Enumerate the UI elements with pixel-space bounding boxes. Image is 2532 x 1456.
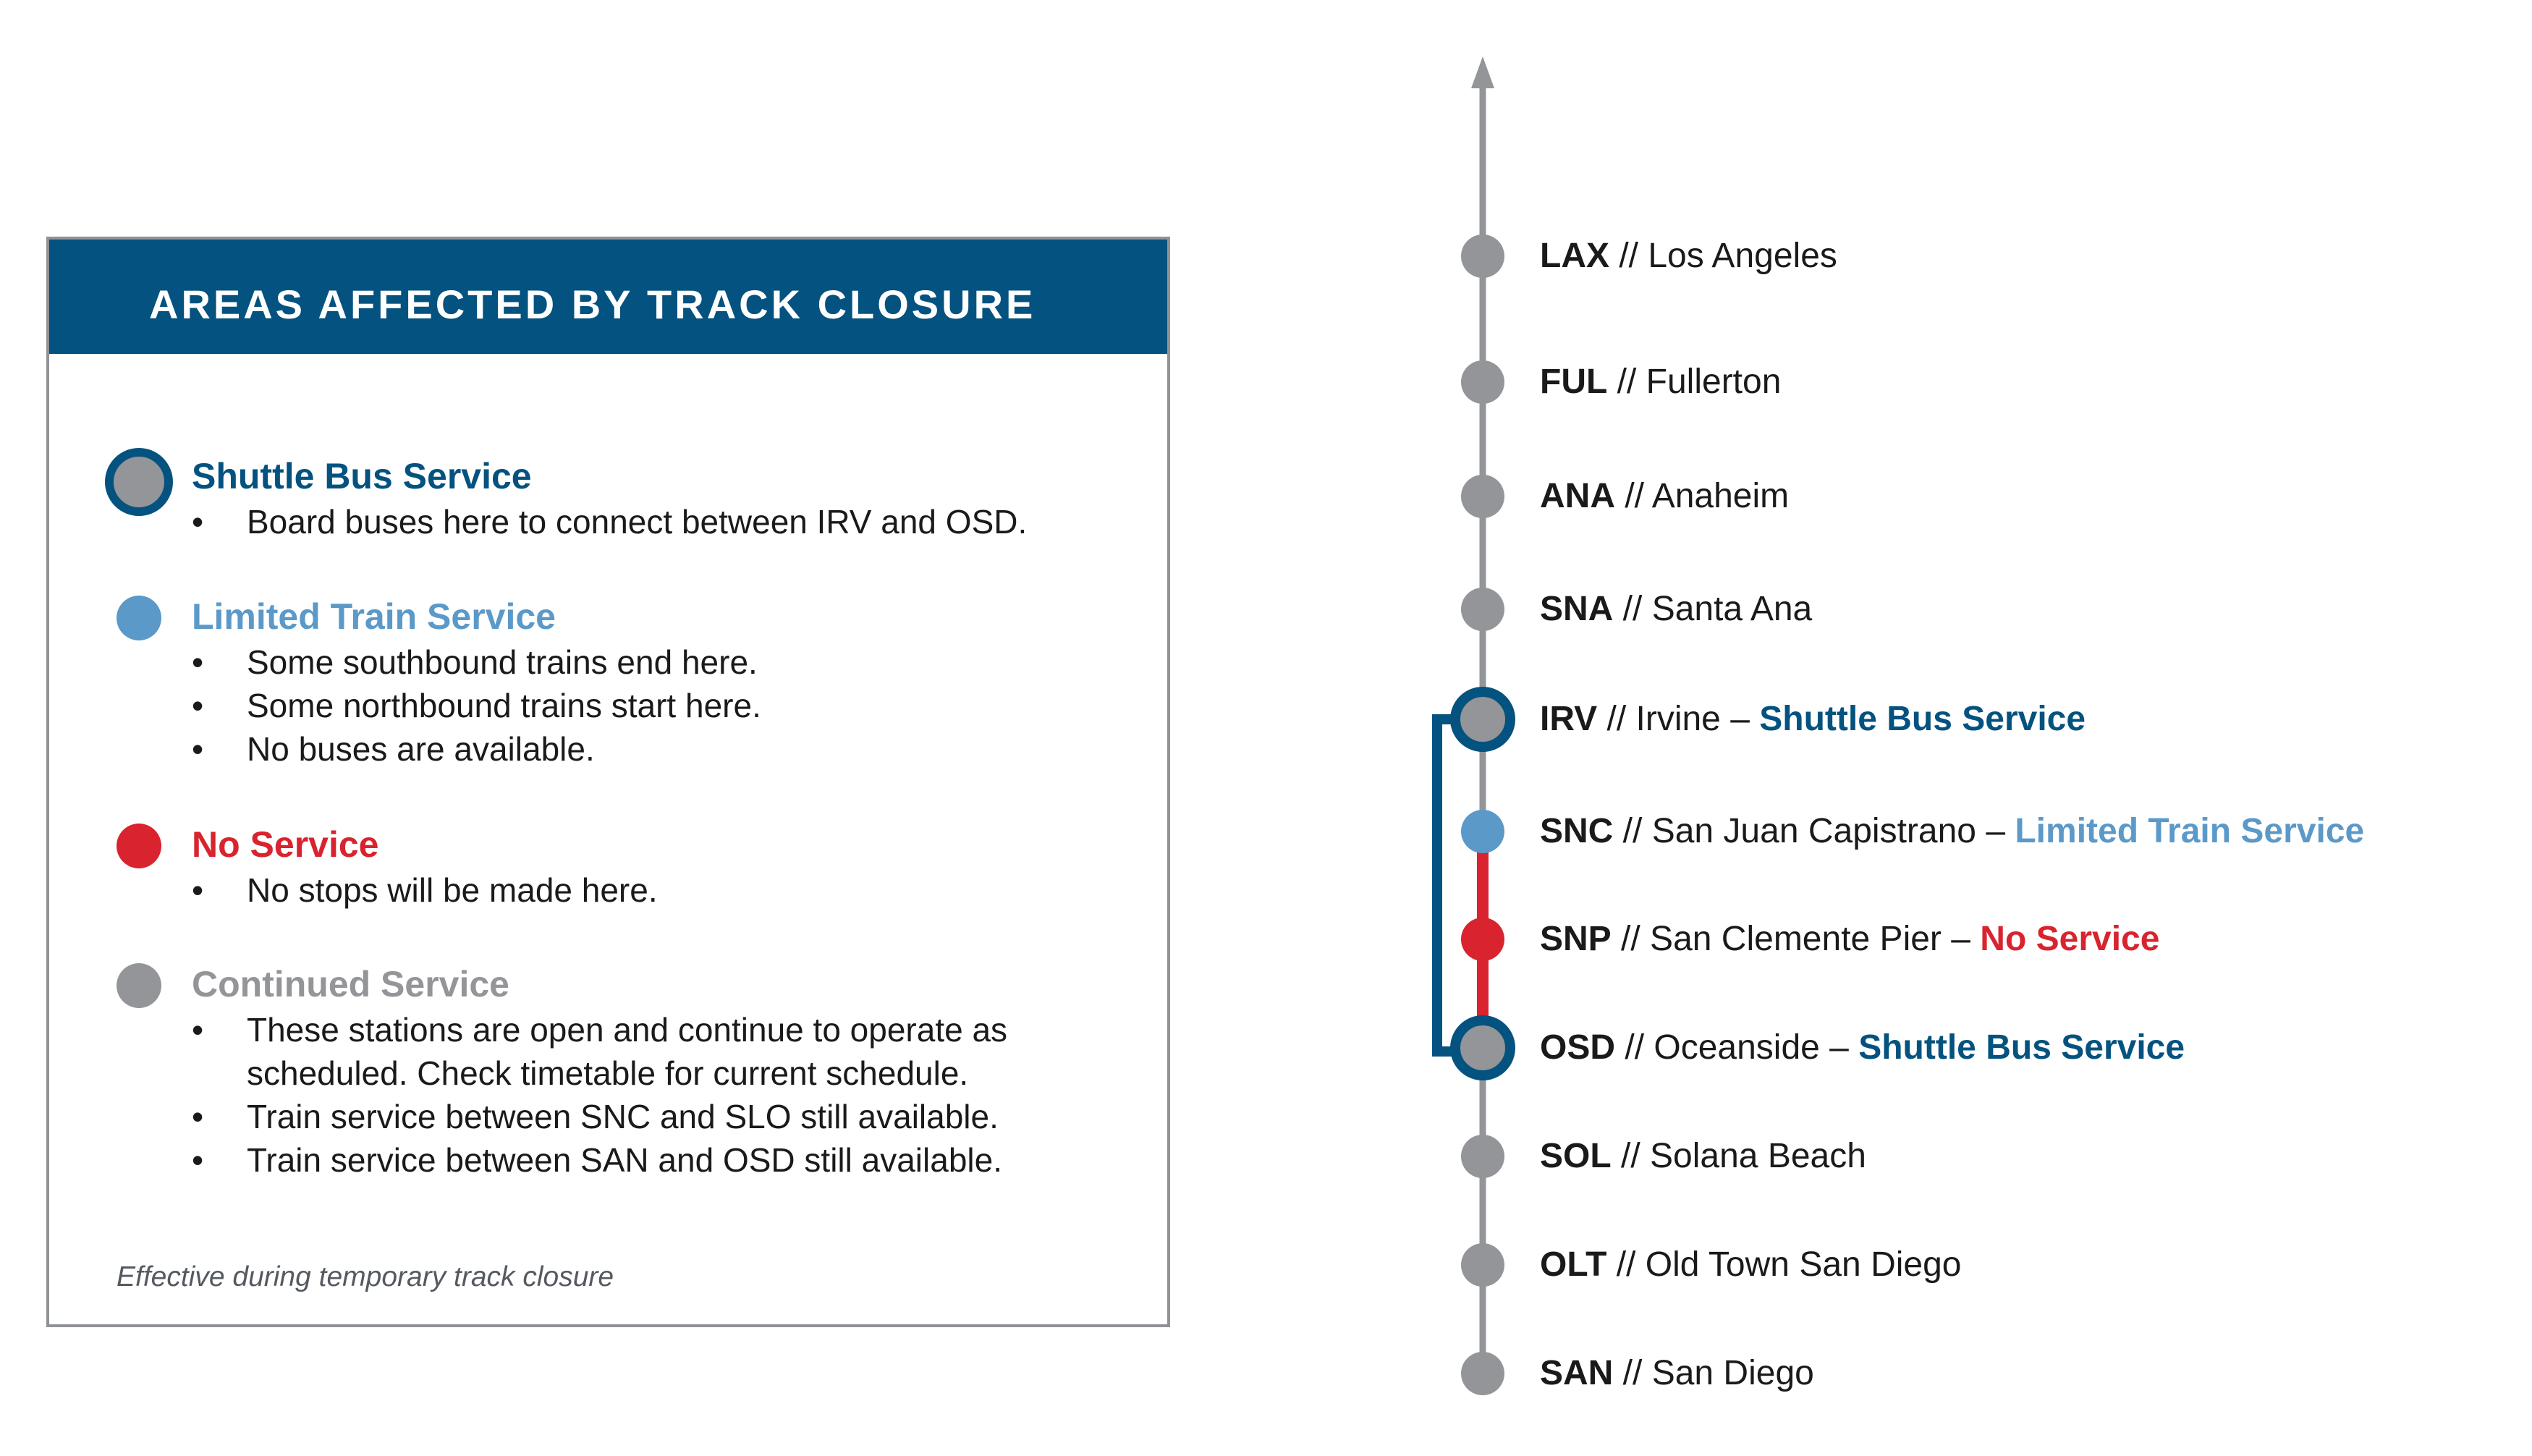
station-separator: // (1613, 590, 1652, 628)
station-label-snp (1540, 919, 2159, 960)
station-code: OSD (1540, 1028, 1616, 1067)
station-code: SOL (1540, 1137, 1612, 1175)
station-code: LAX (1540, 237, 1609, 275)
station-name: Old Town San Diego (1645, 1245, 1962, 1284)
station-separator: // (1615, 477, 1652, 515)
station-marker-snc (1461, 810, 1504, 853)
station-name: Irvine (1635, 700, 1721, 738)
station-marker-irv (1455, 692, 1510, 747)
legend-bullet: • Board buses here to connect between IRV and OSD. (192, 500, 1027, 543)
station-code: SNA (1540, 590, 1614, 628)
legend-title: AREAS AFFECTED BY TRACK CLOSURE (149, 282, 1036, 327)
station-label-ful (1540, 362, 1781, 402)
station-dash: – (1819, 1028, 1859, 1067)
station-name: Fullerton (1646, 363, 1782, 401)
station-dash: – (1720, 700, 1760, 738)
legend-bullet-continuation: scheduled. Check timetable for current schedule. (247, 1054, 969, 1092)
station-name: San Juan Capistrano (1651, 812, 1976, 850)
station-separator: // (1607, 363, 1646, 401)
legend-bullet: • No buses are available. (192, 727, 761, 771)
station-name: San Clemente Pier (1650, 920, 1942, 958)
station-separator: // (1611, 920, 1651, 958)
station-name: Los Angeles (1648, 237, 1837, 275)
station-code: ANA (1540, 477, 1615, 515)
station-label-san (1540, 1353, 1814, 1394)
station-name: Oceanside (1654, 1028, 1820, 1067)
station-code: IRV (1540, 700, 1598, 738)
legend-bullet: • Some southbound trains end here. (192, 640, 761, 684)
station-separator: // (1597, 700, 1636, 738)
legend-footnote: Effective during temporary track closure (117, 1261, 614, 1292)
station-label-irv (1540, 699, 2086, 740)
station-status: Limited Train Service (2015, 812, 2365, 850)
station-marker-lax (1461, 234, 1504, 278)
legend-bullet: • Some northbound trains start here. (192, 684, 761, 727)
station-status: Shuttle Bus Service (1759, 700, 2086, 738)
station-dash: – (1976, 812, 2015, 850)
station-name: Santa Ana (1651, 590, 1813, 628)
station-label-sna (1540, 589, 1812, 630)
station-separator: // (1611, 1137, 1651, 1175)
station-separator: // (1609, 237, 1648, 275)
station-label-ana (1540, 476, 1789, 517)
station-status: No Service (1980, 920, 2160, 958)
station-dash: – (1941, 920, 1981, 958)
legend-section-title: Shuttle Bus Service (192, 456, 532, 496)
station-marker-osd (1455, 1020, 1510, 1075)
station-label-sol (1540, 1136, 1866, 1177)
station-marker-snp (1461, 918, 1504, 961)
station-code: FUL (1540, 363, 1608, 401)
station-marker-sol (1461, 1135, 1504, 1178)
station-separator: // (1606, 1245, 1646, 1284)
station-marker-olt (1461, 1243, 1504, 1287)
legend-section-title: No Service (192, 824, 379, 865)
station-marker-sna (1461, 588, 1504, 631)
station-label-olt (1540, 1245, 1961, 1285)
legend-bullet: • No stops will be made here. (192, 868, 658, 912)
station-marker-san (1461, 1352, 1504, 1395)
station-name: Anaheim (1651, 477, 1790, 515)
legend-bullet: • Train service between SNC and SLO still available. (192, 1095, 1007, 1138)
station-code: SNP (1540, 920, 1612, 958)
station-code: SNC (1540, 812, 1614, 850)
station-marker-ful (1461, 360, 1504, 404)
station-separator: // (1613, 1354, 1652, 1392)
legend-section-title: Limited Train Service (192, 596, 556, 637)
legend-section-title: Continued Service (192, 964, 509, 1004)
legend-bullet: • These stations are open and continue to operate as (192, 1008, 1007, 1051)
station-separator: // (1613, 812, 1652, 850)
station-marker-ana (1461, 475, 1504, 518)
station-label-lax (1540, 236, 1837, 276)
station-name: San Diego (1651, 1354, 1814, 1392)
station-code: SAN (1540, 1354, 1614, 1392)
station-label-snc (1540, 811, 2364, 852)
station-status: Shuttle Bus Service (1858, 1028, 2185, 1067)
station-label-osd (1540, 1028, 2185, 1068)
shuttle-bus-connector-line (1437, 719, 1483, 1051)
station-name: Solana Beach (1650, 1137, 1866, 1175)
station-code: OLT (1540, 1245, 1607, 1284)
northbound-arrow-icon (1471, 56, 1494, 88)
station-separator: // (1615, 1028, 1654, 1067)
legend-bullet: • Train service between SAN and OSD still available. (192, 1138, 1007, 1182)
